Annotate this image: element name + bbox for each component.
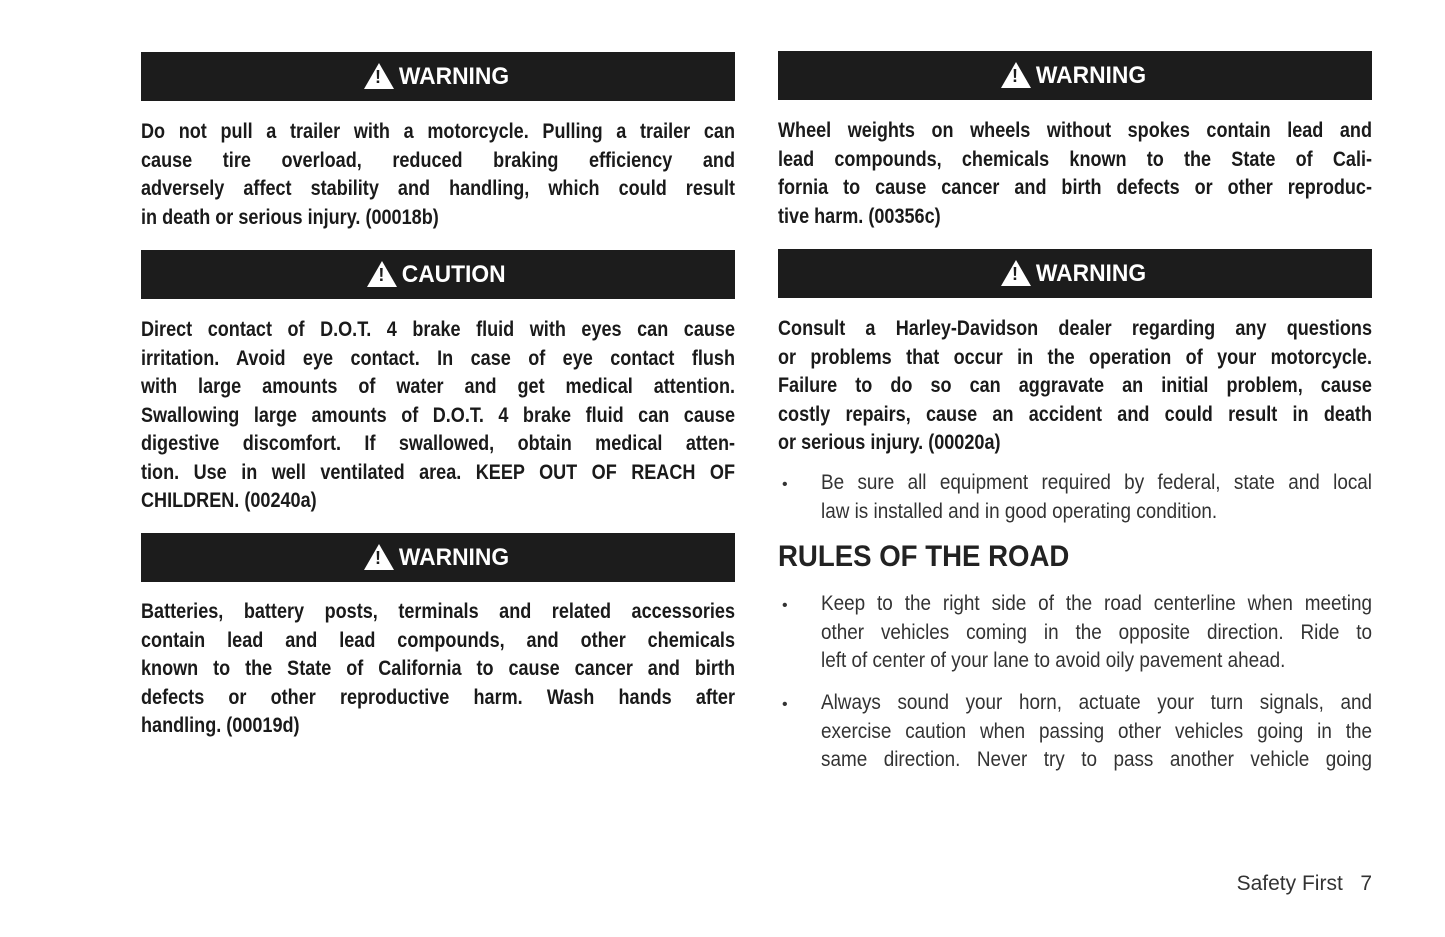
- warning-banner: [141, 52, 735, 101]
- text-line: law is installed and in good operating condition.: [821, 499, 1218, 523]
- text-line: Consult a Harley-Davidson dealer regarding any questions: [778, 317, 1372, 340]
- text-line: cause tire overload, reduced braking efficiency and: [141, 148, 735, 172]
- text-line: defects or other reproductive harm. Wash hands after: [141, 685, 735, 709]
- text-line: Do not pull a trailer with a motorcycle. Pulling a trailer can: [141, 120, 735, 143]
- text-line: exercise caution when passing other vehicles going in the: [821, 719, 1372, 743]
- banner-label: CAUTION: [402, 260, 506, 288]
- warning-text: [778, 117, 1372, 231]
- warning-triangle-icon: [1001, 62, 1031, 88]
- text-line: digestive discomfort. If swallowed, obtain medical atten-: [141, 432, 735, 455]
- warning-banner: [141, 533, 735, 582]
- warning-text: [141, 118, 735, 232]
- bullet-marker: •: [782, 476, 788, 493]
- text-line: Failure to do so can aggravate an initial problem, cause: [778, 374, 1372, 397]
- caution-text: [141, 316, 735, 516]
- text-line: in death or serious injury. (00018b): [141, 205, 439, 229]
- text-line: or serious injury. (00020a): [778, 431, 1001, 454]
- caution-banner: [141, 250, 735, 299]
- text-line: Wheel weights on wheels without spokes contain lead and: [778, 119, 1372, 142]
- warning-banner: [778, 51, 1372, 100]
- text-line: adversely affect stability and handling, which could result: [141, 177, 735, 200]
- text-line: Batteries, battery posts, terminals and related accessories: [141, 600, 735, 623]
- warning-triangle-icon: [367, 261, 397, 287]
- text-line: Be sure all equipment required by federal, state and local: [821, 471, 1372, 494]
- bullet-marker: •: [782, 696, 788, 713]
- text-line: contain lead and lead compounds, and other chemicals: [141, 628, 735, 652]
- bullet-text: [821, 590, 1372, 676]
- text-line: Swallowing large amounts of D.O.T. 4 brake fluid can cause: [141, 403, 735, 427]
- text-line: left of center of your lane to avoid oily pavement ahead.: [821, 649, 1286, 672]
- text-line: Keep to the right side of the road centerline when meeting: [821, 592, 1372, 615]
- page-number: 7: [1360, 872, 1372, 895]
- banner-label: WARNING: [1035, 259, 1147, 287]
- footer-section: Safety First: [1236, 872, 1343, 895]
- warning-text: [778, 315, 1372, 458]
- text-line: CHILDREN. (00240a): [141, 489, 317, 512]
- banner-label: WARNING: [398, 543, 510, 571]
- text-line: tive harm. (00356c): [778, 204, 941, 228]
- text-line: known to the State of California to cause cancer and birth: [141, 657, 735, 680]
- warning-triangle-icon: [364, 63, 394, 89]
- text-line: handling. (00019d): [141, 714, 300, 737]
- banner-label: WARNING: [398, 62, 510, 90]
- text-line: with large amounts of water and get medical attention.: [141, 375, 735, 398]
- text-line: other vehicles coming in the opposite direction. Ride to: [821, 620, 1372, 644]
- text-line: lead compounds, chemicals known to the State of Cali-: [778, 147, 1372, 171]
- text-line: or problems that occur in the operation of your motorcycle.: [778, 345, 1372, 369]
- text-line: irritation. Avoid eye contact. In case of eye contact flush: [141, 346, 735, 370]
- banner-label: WARNING: [1035, 61, 1147, 89]
- section-heading: RULES OF THE ROAD: [778, 540, 1070, 573]
- text-line: costly repairs, cause an accident and could result in death: [778, 402, 1372, 426]
- text-line: tion. Use in well ventilated area. KEEP OUT OF REACH OF: [141, 460, 735, 484]
- bullet-marker: •: [782, 597, 788, 614]
- warning-banner: [778, 249, 1372, 298]
- page-footer: [1237, 872, 1372, 896]
- warning-text: [141, 598, 735, 741]
- text-line: Always sound your horn, actuate your turn signals, and: [821, 691, 1372, 714]
- warning-triangle-icon: [364, 544, 394, 570]
- bullet-text: [821, 469, 1372, 526]
- text-line: Direct contact of D.O.T. 4 brake fluid with eyes can cause: [141, 318, 735, 341]
- text-line: same direction. Never try to pass another vehicle going: [821, 748, 1372, 771]
- warning-triangle-icon: [1001, 260, 1031, 286]
- text-line: fornia to cause cancer and birth defects or other reproduc-: [778, 176, 1372, 199]
- bullet-text: [821, 689, 1372, 775]
